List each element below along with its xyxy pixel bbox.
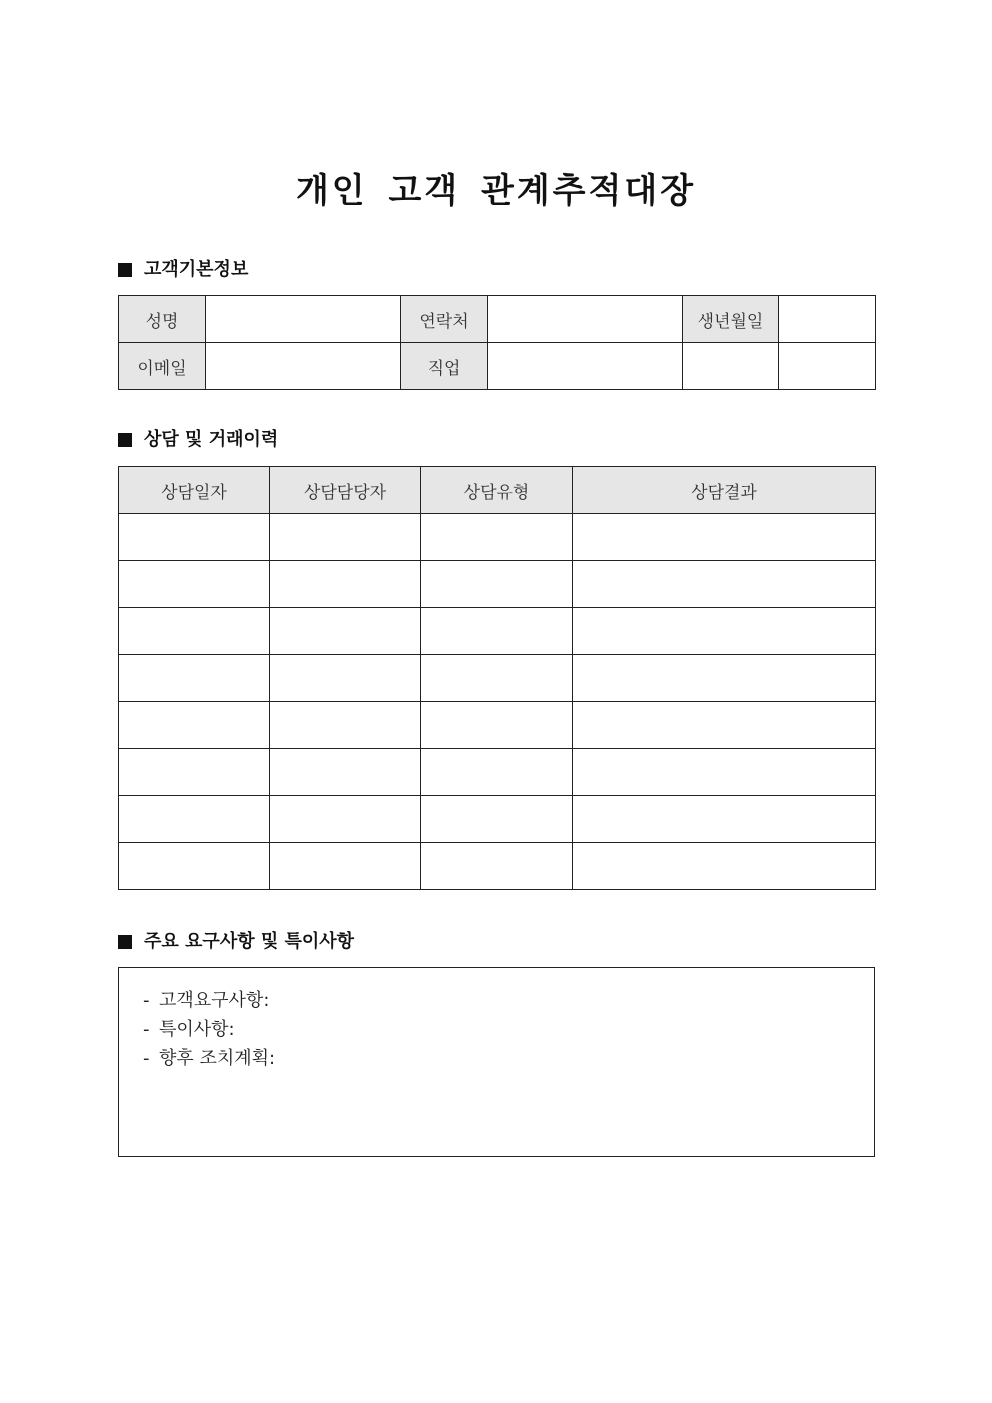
special-notes-label: 특이사항: <box>159 1019 235 1040</box>
result-cell[interactable] <box>573 749 876 796</box>
table-header-row <box>119 467 876 514</box>
result-cell[interactable] <box>573 608 876 655</box>
table-row <box>119 514 876 561</box>
contact-label: 연락처 <box>401 296 488 343</box>
history-table <box>118 466 876 890</box>
column-header-type: 상담유형 <box>421 467 573 514</box>
table-row <box>119 796 876 843</box>
date-cell[interactable] <box>119 796 270 843</box>
section-heading-label: 주요 요구사항 및 특이사항 <box>144 931 355 952</box>
staff-cell[interactable] <box>270 843 421 890</box>
table-row <box>119 296 876 343</box>
section-heading-label: 상담 및 거래이력 <box>144 429 279 450</box>
page-title: 개인 고객 관계추적대장 <box>295 171 697 211</box>
table-row <box>119 561 876 608</box>
staff-cell[interactable] <box>270 514 421 561</box>
name-label: 성명 <box>119 296 206 343</box>
list-item: - 향후 조치계획: <box>143 1048 276 1069</box>
notes-box[interactable] <box>118 967 875 1157</box>
extra-field[interactable] <box>779 343 876 390</box>
date-cell[interactable] <box>119 655 270 702</box>
type-cell[interactable] <box>421 843 573 890</box>
action-plan-label: 향후 조치계획: <box>159 1048 276 1069</box>
section-heading-notes <box>118 929 354 955</box>
table-row <box>119 343 876 390</box>
result-cell[interactable] <box>573 796 876 843</box>
section-heading-basic-info <box>118 257 248 283</box>
date-cell[interactable] <box>119 514 270 561</box>
name-field[interactable] <box>206 296 401 343</box>
staff-cell[interactable] <box>270 702 421 749</box>
square-bullet-icon <box>118 433 132 447</box>
column-header-date: 상담일자 <box>119 467 270 514</box>
list-item: - 특이사항: <box>143 1019 235 1040</box>
type-cell[interactable] <box>421 608 573 655</box>
birthdate-field[interactable] <box>779 296 876 343</box>
notes-list <box>119 968 874 1073</box>
job-field[interactable] <box>488 343 683 390</box>
type-cell[interactable] <box>421 655 573 702</box>
table-row <box>119 702 876 749</box>
staff-cell[interactable] <box>270 796 421 843</box>
result-cell[interactable] <box>573 514 876 561</box>
result-cell[interactable] <box>573 655 876 702</box>
staff-cell[interactable] <box>270 608 421 655</box>
column-header-result: 상담결과 <box>573 467 876 514</box>
staff-cell[interactable] <box>270 655 421 702</box>
result-cell[interactable] <box>573 702 876 749</box>
date-cell[interactable] <box>119 608 270 655</box>
table-row <box>119 749 876 796</box>
table-row <box>119 608 876 655</box>
type-cell[interactable] <box>421 702 573 749</box>
section-heading-history <box>118 427 278 453</box>
birthdate-label: 생년월일 <box>683 296 779 343</box>
result-cell[interactable] <box>573 561 876 608</box>
date-cell[interactable] <box>119 843 270 890</box>
contact-field[interactable] <box>488 296 683 343</box>
date-cell[interactable] <box>119 749 270 796</box>
type-cell[interactable] <box>421 561 573 608</box>
result-cell[interactable] <box>573 843 876 890</box>
customer-request-label: 고객요구사항: <box>159 990 270 1011</box>
extra-field[interactable] <box>683 343 779 390</box>
email-field[interactable] <box>206 343 401 390</box>
job-label: 직업 <box>401 343 488 390</box>
column-header-staff: 상담담당자 <box>270 467 421 514</box>
date-cell[interactable] <box>119 561 270 608</box>
square-bullet-icon <box>118 263 132 277</box>
table-row <box>119 655 876 702</box>
section-heading-label: 고객기본정보 <box>144 259 249 280</box>
square-bullet-icon <box>118 935 132 949</box>
list-item: - 고객요구사항: <box>143 990 270 1011</box>
staff-cell[interactable] <box>270 561 421 608</box>
type-cell[interactable] <box>421 749 573 796</box>
date-cell[interactable] <box>119 702 270 749</box>
type-cell[interactable] <box>421 796 573 843</box>
email-label: 이메일 <box>119 343 206 390</box>
staff-cell[interactable] <box>270 749 421 796</box>
basic-info-table <box>118 295 876 390</box>
type-cell[interactable] <box>421 514 573 561</box>
table-row <box>119 843 876 890</box>
